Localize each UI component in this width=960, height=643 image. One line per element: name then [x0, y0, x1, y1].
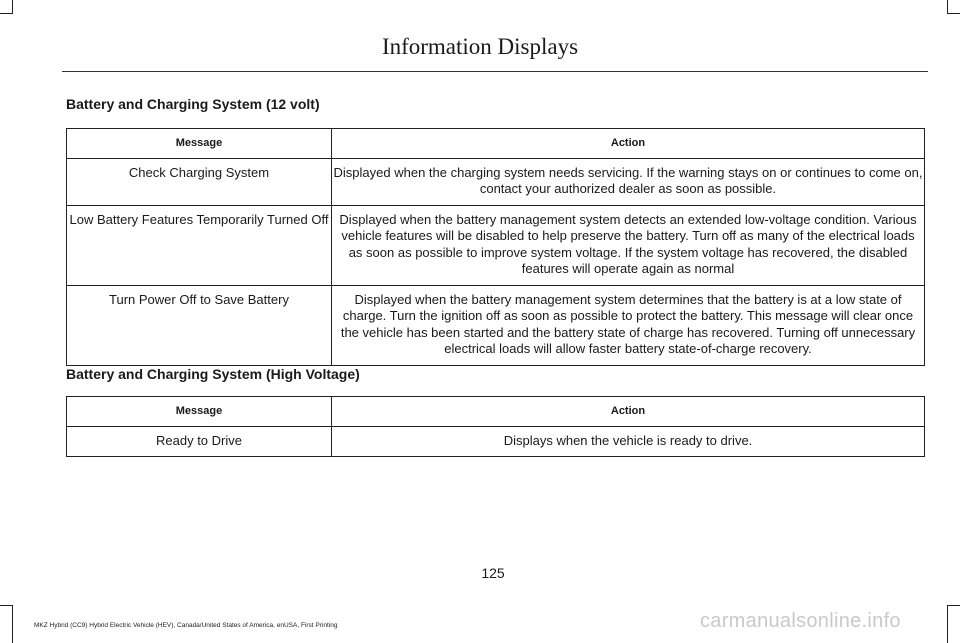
message-cell: Low Battery Features Temporarily Turned Off [67, 205, 332, 285]
table-row [67, 205, 925, 285]
action-cell: Displayed when the battery management system determines that the battery is at a low state of charge. Turn the ignition off as soon as possible to protect the battery. This message will clear once the vehicle has been started and the battery state of charge has recovered. Turning off unnecessary electrical loads will allow faster battery state-of-charge recovery. [332, 285, 925, 365]
table-row [67, 426, 925, 457]
table-header-row [67, 397, 925, 427]
column-header-message: Message [67, 129, 332, 159]
message-cell: Ready to Drive [67, 426, 332, 457]
crop-mark [947, 605, 960, 606]
crop-mark [12, 605, 13, 643]
section-title-12-volt: Battery and Charging System (12 volt) [66, 96, 320, 112]
crop-mark [947, 13, 960, 14]
watermark: carmanualsonline.info [700, 610, 901, 632]
table-header-row [67, 129, 925, 159]
action-cell: Displayed when the charging system needs servicing. If the warning stays on or continues to come on, contact your authorized dealer as soon as possible. [332, 158, 925, 205]
footer-text: MKZ Hybrid (CC9) Hybrid Electric Vehicle (HEV), Canada/United States of America, enUSA, First Printing [34, 622, 338, 629]
header-divider [62, 71, 928, 72]
crop-mark [947, 605, 948, 643]
column-header-action: Action [332, 397, 925, 427]
column-header-action: Action [332, 129, 925, 159]
table-high-voltage [66, 396, 925, 457]
action-cell: Displayed when the battery management system detects an extended low-voltage condition. Various vehicle features will be disabled to help preserve the battery. Turn off as many of the electrical loads as soon as possible to improve system voltage. If the system voltage has recovered, the disabled features will operate again as normal [332, 205, 925, 285]
table-row [67, 285, 925, 365]
crop-mark [947, 0, 948, 14]
table-12-volt [66, 128, 925, 366]
section-title-high-voltage: Battery and Charging System (High Voltage) [66, 366, 360, 382]
column-header-message: Message [67, 397, 332, 427]
message-cell: Check Charging System [67, 158, 332, 205]
message-cell: Turn Power Off to Save Battery [67, 285, 332, 365]
page-title: Information Displays [381, 34, 579, 59]
crop-mark [12, 0, 13, 14]
table-row [67, 158, 925, 205]
page-number: 125 [481, 565, 505, 581]
crop-mark [0, 13, 13, 14]
crop-mark [0, 605, 13, 606]
action-cell: Displays when the vehicle is ready to drive. [332, 426, 925, 457]
